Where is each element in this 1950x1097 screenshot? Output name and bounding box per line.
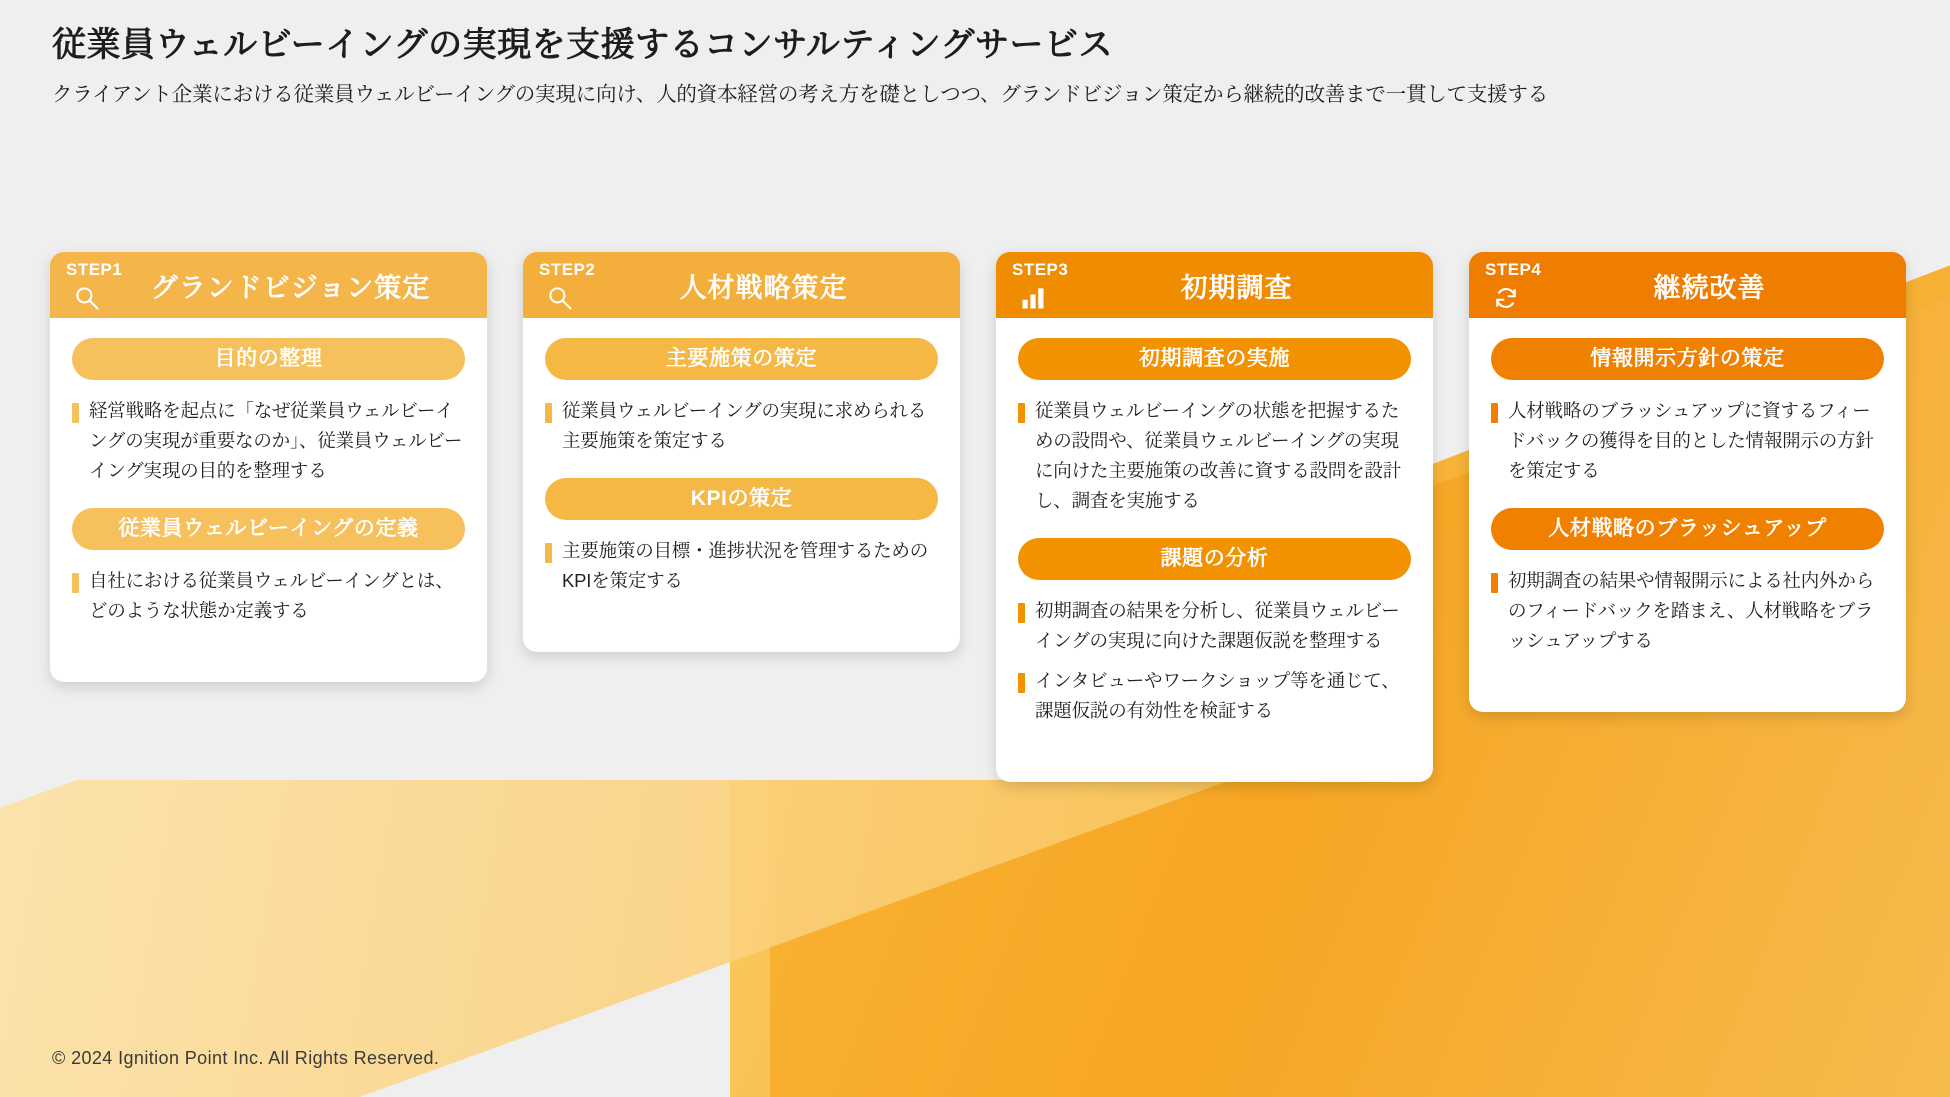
section-1-1 <box>72 338 465 486</box>
bullet-text: インタビューやワークショップ等を通じて、課題仮説の有効性を検証する <box>1035 669 1400 721</box>
step-card-4-title: 継続改善 <box>1653 272 1766 303</box>
section-1-2 <box>72 508 465 626</box>
step-cards-row <box>50 252 1906 782</box>
section-pill: KPIの策定 <box>545 478 938 520</box>
bullet-marker-icon <box>72 403 79 423</box>
bullet-marker-icon <box>1018 673 1025 693</box>
list-item <box>1491 566 1884 656</box>
list-item <box>72 396 465 486</box>
step-card-2-body <box>523 318 960 652</box>
section-pill: 課題の分析 <box>1018 538 1411 580</box>
list-item <box>545 536 938 596</box>
bullet-list <box>545 536 938 596</box>
section-pill: 目的の整理 <box>72 338 465 380</box>
section-4-2 <box>1491 508 1884 656</box>
list-item <box>1018 596 1411 656</box>
section-3-2 <box>1018 538 1411 726</box>
bullet-text: 人材戦略のブラッシュアップに資するフィードバックの獲得を目的とした情報開示の方針を策定する <box>1508 400 1874 481</box>
step-card-1-body <box>50 318 487 682</box>
step-card-4[interactable] <box>1469 252 1906 712</box>
step-card-3-body <box>996 318 1433 782</box>
copyright-footer: © 2024 Ignition Point Inc. All Rights Reserved. <box>52 1048 440 1068</box>
step-card-2-title: 人材戦略策定 <box>679 272 848 303</box>
section-4-1 <box>1491 338 1884 486</box>
bullet-marker-icon <box>1018 403 1025 423</box>
section-2-2 <box>545 478 938 596</box>
magnifier-icon <box>72 284 102 312</box>
step-card-3-header <box>996 252 1433 318</box>
step-card-2[interactable] <box>523 252 960 652</box>
section-2-1 <box>545 338 938 456</box>
magnifier-icon <box>545 284 575 312</box>
bullet-list <box>72 396 465 486</box>
bullet-list <box>1491 396 1884 486</box>
list-item <box>72 566 465 626</box>
page-subtitle: クライアント企業における従業員ウェルビーイングの実現に向け、人的資本経営の考え方を礎としつつ、グランドビジョン策定から継続的改善まで一貫して支援する <box>52 82 1549 106</box>
bullet-text: 従業員ウェルビーイングの実現に求められる主要施策を策定する <box>562 400 927 451</box>
bar-chart-icon <box>1018 284 1048 312</box>
step-card-3-title: 初期調査 <box>1180 272 1293 303</box>
bullet-list <box>1491 566 1884 656</box>
step-card-3[interactable] <box>996 252 1433 782</box>
section-pill: 情報開示方針の策定 <box>1491 338 1884 380</box>
step-card-1-header <box>50 252 487 318</box>
bullet-text: 初期調査の結果や情報開示による社内外からのフィードバックを踏まえ、人材戦略をブラッシュアップする <box>1508 569 1875 651</box>
section-3-1 <box>1018 338 1411 516</box>
list-item <box>1491 396 1884 486</box>
step-number-label: STEP4 <box>1485 260 1542 279</box>
step-card-1[interactable] <box>50 252 487 682</box>
bullet-list <box>1018 596 1411 726</box>
bullet-text: 従業員ウェルビーイングの状態を把握するための設問や、従業員ウェルビーイングの実現に向けた主要施策の改善に資する設問を設計し、調査を実施する <box>1035 400 1402 511</box>
step-number-label: STEP1 <box>66 260 123 279</box>
section-pill: 主要施策の策定 <box>545 338 938 380</box>
section-pill: 人材戦略のブラッシュアップ <box>1491 508 1884 550</box>
step-number-label: STEP3 <box>1012 260 1069 279</box>
bullet-text: 初期調査の結果を分析し、従業員ウェルビーイングの実現に向けた課題仮説を整理する <box>1035 599 1400 651</box>
bullet-marker-icon <box>545 543 552 563</box>
section-pill: 初期調査の実施 <box>1018 338 1411 380</box>
refresh-cycle-icon <box>1491 284 1521 312</box>
list-item <box>1018 666 1411 726</box>
bullet-marker-icon <box>1018 603 1025 623</box>
bullet-list <box>1018 396 1411 516</box>
bullet-list <box>72 566 465 626</box>
step-card-4-header <box>1469 252 1906 318</box>
bullet-text: 経営戦略を起点に「なぜ従業員ウェルビーイングの実現が重要なのか」、従業員ウェルビーイング実現の目的を整理する <box>89 400 463 481</box>
bullet-marker-icon <box>545 403 552 423</box>
section-pill: 従業員ウェルビーイングの定義 <box>72 508 465 550</box>
bullet-text: 主要施策の目標・進捗状況を管理するためのKPIを策定する <box>562 539 929 591</box>
list-item <box>545 396 938 456</box>
page-title: 従業員ウェルビーイングの実現を支援するコンサルティングサービス <box>52 26 1113 64</box>
list-item <box>1018 396 1411 516</box>
bullet-marker-icon <box>1491 573 1498 593</box>
slide-header <box>52 24 1910 109</box>
bullet-list <box>545 396 938 456</box>
bullet-marker-icon <box>72 573 79 593</box>
bullet-text: 自社における従業員ウェルビーイングとは、どのような状態か定義する <box>89 569 454 621</box>
step-number-label: STEP2 <box>539 260 596 279</box>
step-card-1-title: グランドビジョン策定 <box>150 272 431 303</box>
step-card-2-header <box>523 252 960 318</box>
bullet-marker-icon <box>1491 403 1498 423</box>
step-card-4-body <box>1469 318 1906 712</box>
